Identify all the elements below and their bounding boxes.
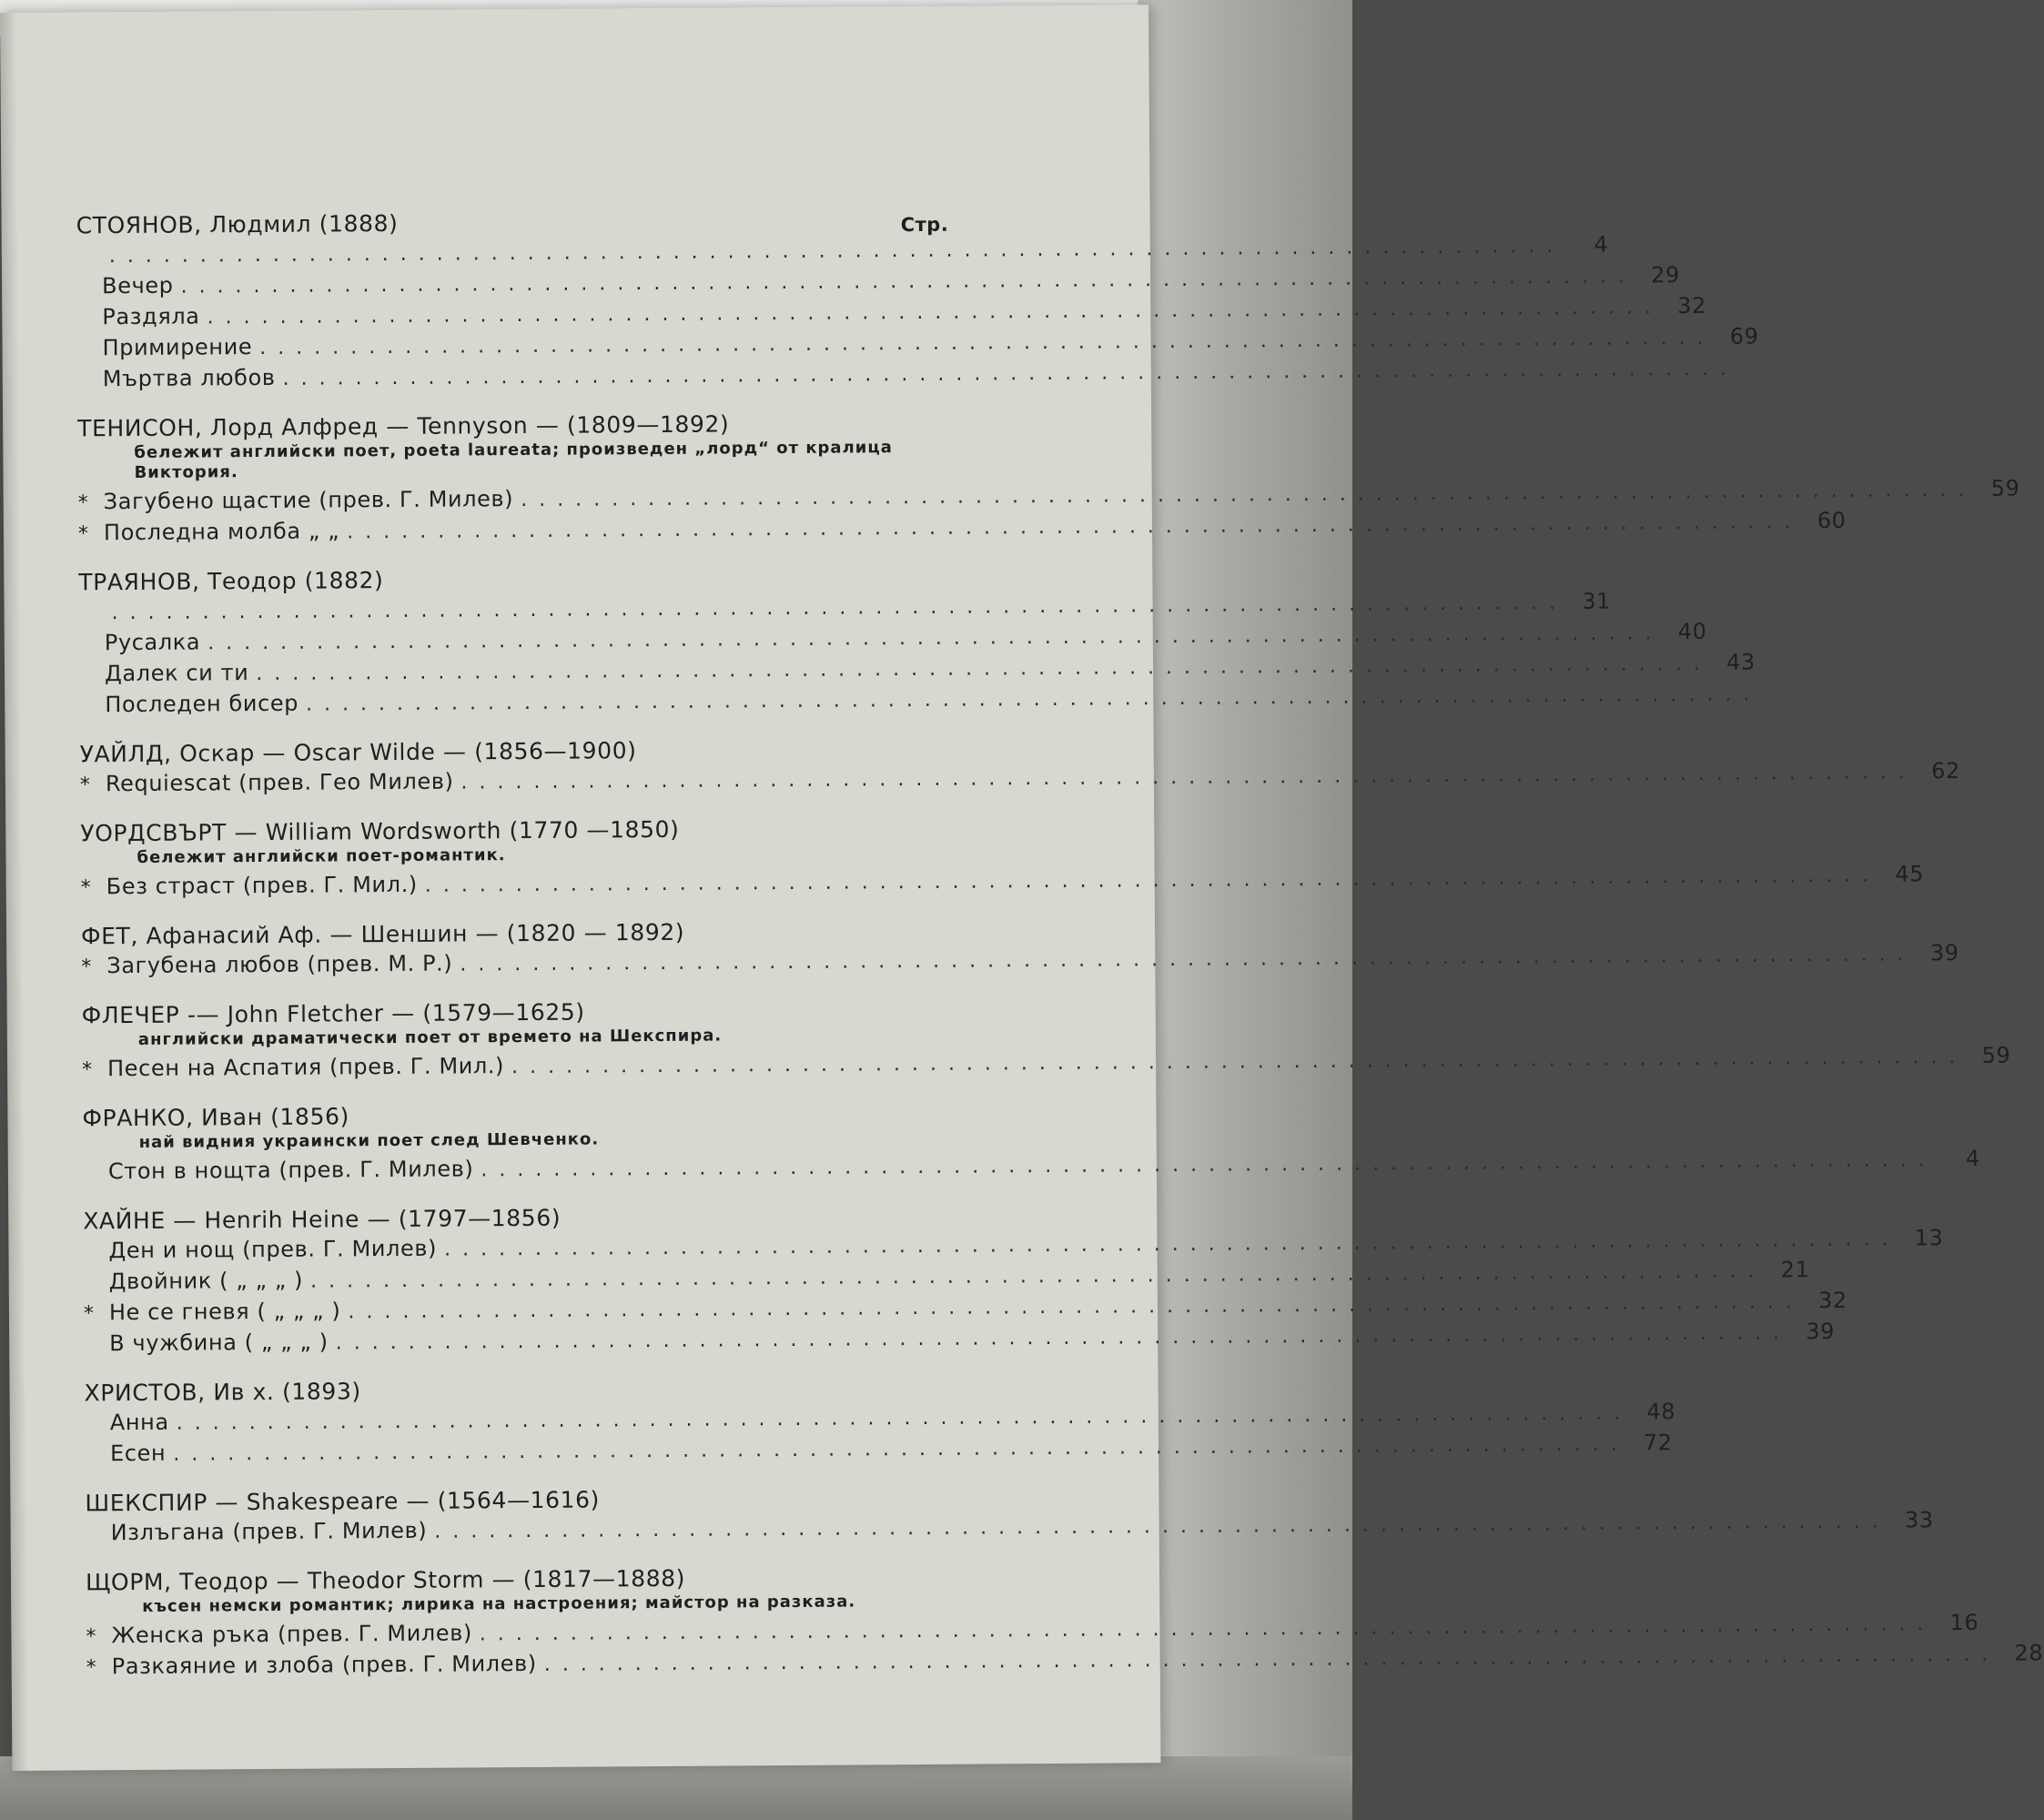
page-edge-shadow (0, 13, 28, 1771)
toc-item (84, 1257, 1810, 1299)
author-heading: ФЕТ, Афанасий Аф. — Шеншин — (1820 — 1892) (80, 918, 685, 950)
page-number: 32 (1817, 1287, 1847, 1314)
toc-item (76, 262, 1681, 303)
page-number: 28 (2014, 1640, 2044, 1666)
poem-title: Загубена любов (прев. М. Р.) (106, 950, 453, 979)
toc-entry (83, 1200, 1944, 1360)
page-number: 43 (1725, 649, 1756, 675)
toc-item (83, 1145, 1980, 1188)
translation-marker: * (77, 522, 89, 546)
page-number: 4 (1965, 1145, 1980, 1171)
toc-item (79, 682, 1762, 722)
page-number: 32 (1677, 292, 1707, 319)
dot-leader: ................................................................................ (481, 1148, 1937, 1182)
poem-title: Не се гневя ( „ „ „ ) (108, 1298, 341, 1326)
page-number: 29 (1651, 262, 1681, 288)
author-heading: СТОЯНОВ, Людмил (1888) (76, 209, 399, 239)
dot-leader: ................................................................................ (511, 1045, 1968, 1079)
poem-title: Двойник ( „ „ „ ) (108, 1267, 304, 1295)
poem-title: Есен (109, 1440, 167, 1467)
page-number: 40 (1677, 618, 1707, 645)
toc-item (77, 475, 2020, 519)
dot-leader: ................................................................................ (173, 1432, 1629, 1466)
poem-title: Последен бисер (105, 690, 299, 718)
page-number: 48 (1646, 1399, 1676, 1425)
author-note: бележит английски поет-романтик. (137, 845, 506, 867)
dot-leader: ................................................................................ (259, 326, 1715, 360)
author-heading: УОРДСВЪРТ — William Wordsworth (1770 —1850) (80, 815, 680, 847)
translation-marker: * (82, 1058, 93, 1082)
author-note: най видния украински поет след Шевченко. (138, 1129, 600, 1152)
toc-entry (85, 1562, 2044, 1684)
dot-leader: ................................................................................ (180, 265, 1637, 298)
poem-title: Последна молба „ „ (103, 518, 340, 546)
toc-entry (80, 813, 1925, 904)
toc-item (79, 649, 1756, 691)
page-number: 59 (1990, 475, 2020, 501)
poem-title: В чужбина ( „ „ „ ) (109, 1329, 329, 1357)
toc-item (82, 1042, 2011, 1086)
poem-title: Женска ръка (прев. Г. Милев) (111, 1620, 472, 1649)
toc-entry (76, 205, 1759, 396)
author-heading: ЩОРМ, Теодор — Theodor Storm — (1817—1888) (85, 1564, 686, 1596)
poem-title: Излъгана (прев. Г. Милев) (110, 1517, 428, 1546)
author-heading: ФРАНКО, Иван (1856) (82, 1103, 349, 1132)
toc-item (85, 1399, 1676, 1440)
toc-item (79, 618, 1707, 660)
page-number: 31 (1582, 588, 1612, 614)
translation-marker: * (83, 1302, 95, 1326)
author-heading: ТРАЯНОВ, Теодор (1882) (78, 567, 384, 596)
toc-item (83, 1225, 1944, 1268)
page-number: 39 (1806, 1318, 1836, 1345)
page-number: 13 (1914, 1225, 1944, 1251)
dot-leader: ................................................................................ (460, 943, 1916, 976)
page-number: 45 (1895, 861, 1925, 887)
toc-item (86, 1609, 1979, 1653)
toc-entry (77, 408, 2020, 550)
book-page (0, 5, 2044, 1771)
page-number: 60 (1816, 507, 1847, 534)
toc-item (86, 1640, 2044, 1684)
poem-title: Далек си ти (104, 660, 249, 687)
page-number: 69 (1729, 323, 1759, 349)
translation-marker: * (81, 956, 93, 979)
poem-title: Примирение (102, 334, 253, 361)
toc-entry (80, 915, 1959, 983)
translation-marker: * (86, 1625, 97, 1649)
poem-title: Анна (109, 1409, 169, 1436)
poem-title: Стон в нощта (прев. Г. Милев) (107, 1156, 474, 1185)
dot-leader: ................................................................................ (207, 622, 1664, 655)
author-note: английски драматически поет от времето на Шекспира. (137, 1026, 723, 1049)
toc-item (86, 1507, 1934, 1550)
author-heading: ХАЙНЕ — Henrih Heine — (1797—1856) (83, 1204, 562, 1235)
author-heading: ШЕКСПИР — Shakespeare — (1564—1616) (85, 1486, 601, 1517)
poem-title: Вечер (102, 272, 174, 299)
page-number: 4 (1594, 231, 1609, 258)
toc-entry (85, 1482, 1934, 1550)
poem-title: Песен на Аспатия (прев. Г. Мил.) (107, 1053, 505, 1082)
toc-entry (79, 733, 1960, 801)
page-number: 62 (1931, 757, 1960, 784)
dot-leader: ................................................................................ (434, 1510, 1890, 1543)
toc-item (83, 1287, 1847, 1330)
page-number: 16 (1949, 1609, 1979, 1636)
toc-item (81, 939, 1959, 983)
toc-item (84, 1318, 1836, 1360)
dot-leader: ................................................................................ (111, 591, 1568, 625)
author-heading: УАЙЛД, Оскар — Oscar Wilde — (1856—1900) (79, 737, 637, 768)
dot-leader: ................................................................................ (282, 357, 1739, 390)
poem-title: Мъртва любов (102, 364, 276, 392)
toc-item (80, 861, 1925, 904)
toc-item (77, 507, 1847, 550)
poem-title: Загубено щастие (прев. Г. Милев) (103, 486, 514, 515)
page-number: 39 (1929, 939, 1959, 966)
toc-item (76, 323, 1759, 365)
toc-entry (78, 561, 1762, 722)
dot-leader: ................................................................................ (305, 682, 1762, 716)
dot-leader: ................................................................................ (309, 1259, 1766, 1293)
poem-title: Без страст (прев. Г. Мил.) (106, 871, 418, 900)
poem-title: Разкаяние и злоба (прев. Г. Милев) (111, 1650, 537, 1680)
toc-item (79, 757, 1960, 801)
poem-title: Русалка (104, 629, 201, 656)
dot-leader: ................................................................................ (348, 1290, 1804, 1324)
toc-entry (81, 995, 2011, 1086)
author-note: бележит английски поет, poeta laureata; произведен „лорд“ от кралица Виктория. (134, 438, 893, 482)
dot-leader: ................................................................................ (424, 864, 1881, 897)
author-note: късен немски романтик; лирика на настроения; майстор на разказа. (142, 1592, 856, 1616)
dot-leader: ................................................................................ (335, 1321, 1792, 1355)
page-number: 21 (1780, 1257, 1810, 1283)
poem-title: Ден и нощ (прев. Г. Милев) (108, 1235, 438, 1264)
dot-leader: ................................................................................ (347, 511, 1803, 544)
dot-leader: ................................................................................ (521, 478, 1977, 512)
page-number: 33 (1904, 1507, 1934, 1533)
translation-marker: * (86, 1656, 97, 1680)
toc-entry (84, 1372, 1676, 1471)
poem-title: Requiescat (прев. Гео Милев) (105, 768, 454, 797)
dot-leader: ................................................................................ (479, 1613, 1936, 1646)
translation-marker: * (79, 774, 91, 797)
toc-item (76, 231, 1609, 272)
translation-marker: * (77, 491, 89, 515)
dot-leader: ................................................................................ (443, 1228, 1900, 1261)
dot-leader: ................................................................................ (460, 761, 1917, 794)
author-heading: ХРИСТОВ, Ив х. (1893) (84, 1378, 361, 1407)
poem-title: Раздяла (102, 303, 200, 330)
dot-leader: ................................................................................ (256, 652, 1712, 686)
table-of-contents (76, 205, 2044, 1702)
page-number: 59 (1981, 1042, 2011, 1068)
toc-item (78, 588, 1612, 629)
toc-item (76, 292, 1707, 334)
dot-leader: ................................................................................ (176, 1401, 1633, 1435)
author-heading: ТЕНИСОН, Лорд Алфред — Tennyson — (1809—1892) (77, 410, 730, 442)
dot-leader: ................................................................................ (207, 296, 1664, 329)
toc-item (77, 357, 1739, 396)
page-number: 72 (1643, 1430, 1673, 1456)
author-heading: ФЛЕЧЕР -— John Fletcher — (1579—1625) (81, 998, 585, 1029)
translation-marker: * (80, 876, 92, 900)
dot-leader: ................................................................................ (108, 235, 1565, 268)
toc-entry (82, 1097, 1980, 1188)
dot-leader: ................................................................................ (543, 1643, 2000, 1676)
toc-item (85, 1430, 1673, 1471)
page-column-label: Стр. (900, 213, 949, 237)
